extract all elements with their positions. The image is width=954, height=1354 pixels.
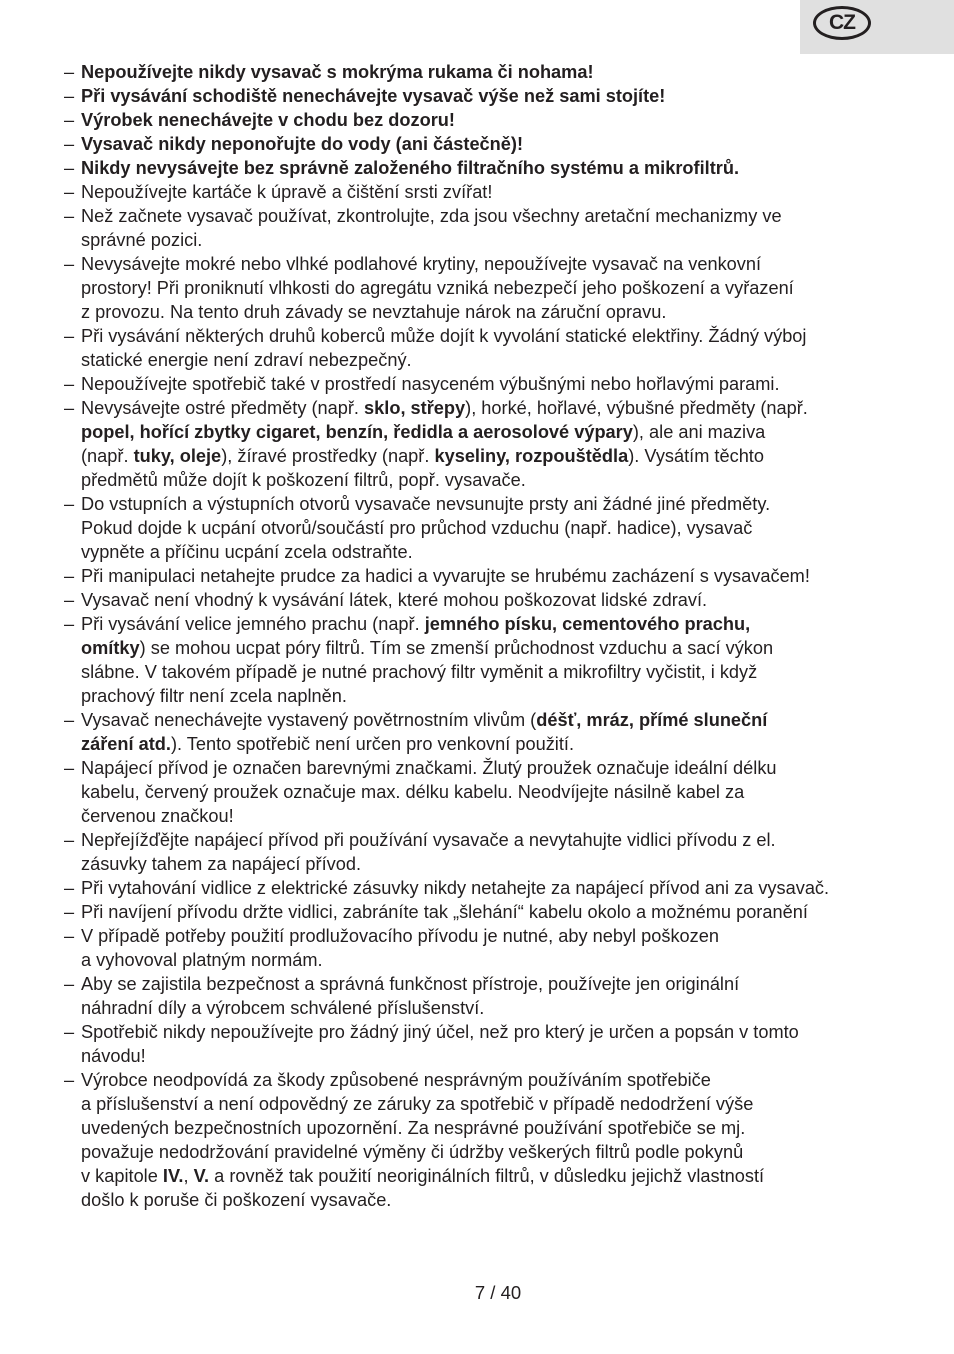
- dash-bullet: –: [64, 206, 75, 226]
- text-segment: návodu!: [81, 1046, 146, 1066]
- text-line: [81, 948, 914, 972]
- list-item: [64, 1068, 914, 1212]
- text-segment: Pokud dojde k ucpání otvorů/součástí pro průchod vzduchu (např. hadice), vysavač: [81, 518, 753, 538]
- text-line: [81, 300, 914, 324]
- list-item-text: [81, 1020, 914, 1068]
- list-item: [64, 204, 914, 252]
- list-item: [64, 108, 914, 132]
- page-total: 40: [500, 1282, 522, 1303]
- list-item: [64, 564, 914, 588]
- dash-bullet: –: [64, 878, 75, 898]
- dash-bullet: –: [64, 62, 75, 82]
- list-item-text: [81, 492, 914, 564]
- text-line: [81, 132, 914, 156]
- text-segment: červenou značkou!: [81, 806, 234, 826]
- text-segment: ). Vysátím těchto: [628, 446, 764, 466]
- bold-text: tuky, oleje: [133, 446, 222, 466]
- text-line: [81, 348, 914, 372]
- text-segment: Při vysávání velice jemného prachu (např.: [81, 614, 425, 634]
- text-segment: ,: [183, 1166, 194, 1186]
- text-line: [81, 660, 914, 684]
- text-segment: prachový filtr není zcela naplněn.: [81, 686, 347, 706]
- dash-bullet: –: [64, 830, 75, 850]
- bold-text: IV.: [162, 1166, 184, 1186]
- text-line: [81, 1020, 914, 1044]
- text-segment: Vysavač není vhodný k vysávání látek, které mohou poškozovat lidské zdraví.: [81, 590, 708, 610]
- text-segment: Spotřebič nikdy nepoužívejte pro žádný jiný účel, než pro který je určen a popsán v tomto: [81, 1022, 799, 1042]
- text-segment: náhradní díly a výrobcem schválené příslušenství.: [81, 998, 485, 1018]
- bold-text: sklo, střepy: [364, 398, 466, 418]
- text-segment: V případě potřeby použití prodlužovacího přívodu je nutné, aby nebyl poškozen: [81, 926, 719, 946]
- dash-bullet: –: [64, 758, 75, 778]
- text-line: [81, 612, 914, 636]
- list-item: [64, 1020, 914, 1068]
- list-item: [64, 900, 914, 924]
- list-item: [64, 828, 914, 876]
- text-segment: Při vysávání některých druhů koberců může dojít k vyvolání statické elektřiny. Žádný výboj: [81, 326, 807, 346]
- text-segment: považuje nedodržování pravidelné výměny či údržby veškerých filtrů podle pokynů: [81, 1142, 744, 1162]
- text-line: [81, 540, 914, 564]
- dash-bullet: –: [64, 566, 75, 586]
- text-line: [81, 444, 914, 468]
- text-segment: ) se mohou ucpat póry filtrů. Tím se zmenší průchodnost vzduchu a sací výkon: [139, 638, 774, 658]
- text-line: [81, 84, 914, 108]
- list-item-text: [81, 900, 914, 924]
- text-line: [81, 516, 914, 540]
- text-line: [81, 564, 914, 588]
- list-item-text: [81, 324, 914, 372]
- text-segment: ), žíravé prostředky (např.: [221, 446, 435, 466]
- text-segment: Nepřejížďějte napájecí přívod při používání vysavače a nevytahujte vidlici přívodu z el.: [81, 830, 776, 850]
- dash-bullet: –: [64, 398, 75, 418]
- bold-text: Nepoužívejte nikdy vysavač s mokrýma rukama či nohama!: [81, 62, 594, 82]
- list-item: [64, 324, 914, 372]
- text-line: [81, 924, 914, 948]
- bold-text: jemného písku, cementového prachu,: [424, 614, 751, 634]
- list-item: [64, 756, 914, 828]
- dash-bullet: –: [64, 158, 75, 178]
- list-item: [64, 60, 914, 84]
- safety-instructions-list: [64, 60, 914, 1212]
- dash-bullet: –: [64, 374, 75, 394]
- bold-text: Vysavač nikdy neponořujte do vody (ani částečně)!: [81, 134, 524, 154]
- dash-bullet: –: [64, 254, 75, 274]
- list-item-text: [81, 132, 914, 156]
- text-line: [81, 324, 914, 348]
- text-segment: ), horké, hořlavé, výbušné předměty (např.: [465, 398, 808, 418]
- text-segment: Aby se zajistila bezpečnost a správná funkčnost přístroje, používejte jen originální: [81, 974, 740, 994]
- list-item: [64, 372, 914, 396]
- dash-bullet: –: [64, 974, 75, 994]
- list-item-text: [81, 612, 914, 708]
- dash-bullet: –: [64, 134, 75, 154]
- dash-bullet: –: [64, 1070, 75, 1090]
- text-segment: uvedených bezpečnostních upozornění. Za nesprávné používání spotřebiče se mj.: [81, 1118, 746, 1138]
- list-item: [64, 972, 914, 1020]
- list-item-text: [81, 588, 914, 612]
- list-item: [64, 708, 914, 756]
- dash-bullet: –: [64, 926, 75, 946]
- language-badge: CZ: [813, 6, 871, 40]
- list-item-text: [81, 1068, 914, 1212]
- text-segment: Při navíjení přívodu držte vidlici, zabráníte tak „šlehání“ kabelu okolo a možnému poranění: [81, 902, 808, 922]
- bold-text: omítky: [81, 638, 140, 658]
- text-line: [81, 684, 914, 708]
- bold-text: Výrobek nenechávejte v chodu bez dozoru!: [81, 110, 455, 130]
- bold-text: Při vysávání schodiště nenechávejte vysavač výše než sami stojíte!: [81, 86, 666, 106]
- text-line: [81, 228, 914, 252]
- bold-text: V.: [193, 1166, 210, 1186]
- text-segment: prostory! Při proniknutí vlhkosti do agregátu vzniká nebezpečí jeho poškození a vyřazení: [81, 278, 794, 298]
- text-segment: a vyhovoval platným normám.: [81, 950, 323, 970]
- list-item: [64, 132, 914, 156]
- text-segment: Nevysávejte ostré předměty (např.: [81, 398, 365, 418]
- text-segment: Nepoužívejte spotřebič také v prostředí nasyceném výbušnými nebo hořlavými parami.: [81, 374, 780, 394]
- text-line: [81, 996, 914, 1020]
- list-item-text: [81, 252, 914, 324]
- list-item-text: [81, 876, 914, 900]
- list-item: [64, 924, 914, 972]
- text-segment: a příslušenství a není odpovědný ze záruky za spotřebič v případě nedodržení výše: [81, 1094, 754, 1114]
- text-line: [81, 372, 914, 396]
- text-line: [81, 1116, 914, 1140]
- dash-bullet: –: [64, 110, 75, 130]
- text-segment: Výrobce neodpovídá za škody způsobené nesprávným používáním spotřebiče: [81, 1070, 711, 1090]
- page-footer: [0, 1282, 954, 1304]
- list-item-text: [81, 156, 914, 180]
- text-line: [81, 276, 914, 300]
- list-item-text: [81, 564, 914, 588]
- bold-text: kyseliny, rozpouštědla: [434, 446, 629, 466]
- text-segment: slábne. V takovém případě je nutné prachový filtr vyměnit a mikrofiltry vyčistit, i když: [81, 662, 758, 682]
- text-segment: Při vytahování vidlice z elektrické zásuvky nikdy netahejte za napájecí přívod ani za vysavač.: [81, 878, 830, 898]
- text-segment: a rovněž tak použití neoriginálních filtrů, v důsledku jejichž vlastností: [209, 1166, 765, 1186]
- text-line: [81, 1140, 914, 1164]
- dash-bullet: –: [64, 710, 75, 730]
- text-segment: předmětů může dojít k poškození filtrů, popř. vysavače.: [81, 470, 526, 490]
- text-segment: (např.: [81, 446, 134, 466]
- text-line: [81, 1164, 914, 1188]
- dash-bullet: –: [64, 494, 75, 514]
- text-line: [81, 732, 914, 756]
- text-line: [81, 1188, 914, 1212]
- text-segment: Napájecí přívod je označen barevnými značkami. Žlutý proužek označuje ideální délku: [81, 758, 777, 778]
- list-item-text: [81, 924, 914, 972]
- text-line: [81, 204, 914, 228]
- text-line: [81, 804, 914, 828]
- dash-bullet: –: [64, 86, 75, 106]
- text-line: [81, 492, 914, 516]
- list-item-text: [81, 828, 914, 876]
- text-segment: Při manipulaci netahejte prudce za hadici a vyvarujte se hrubému zacházení s vysavačem!: [81, 566, 810, 586]
- text-line: [81, 876, 914, 900]
- page-number: 7: [474, 1282, 486, 1303]
- list-item-text: [81, 60, 914, 84]
- text-line: [81, 156, 914, 180]
- text-line: [81, 1068, 914, 1092]
- text-segment: vypněte a příčinu ucpání zcela odstraňte.: [81, 542, 413, 562]
- text-segment: z provozu. Na tento druh závady se nevztahuje nárok na záruční opravu.: [81, 302, 667, 322]
- list-item: [64, 180, 914, 204]
- dash-bullet: –: [64, 326, 75, 346]
- text-segment: Nevysávejte mokré nebo vlhké podlahové krytiny, nepoužívejte vysavač na venkovní: [81, 254, 762, 274]
- list-item-text: [81, 108, 914, 132]
- text-line: [81, 852, 914, 876]
- bold-text: déšť, mráz, přímé sluneční: [536, 710, 768, 730]
- text-line: [81, 252, 914, 276]
- list-item: [64, 612, 914, 708]
- bold-text: záření atd.: [81, 734, 171, 754]
- text-line: [81, 1092, 914, 1116]
- list-item: [64, 876, 914, 900]
- text-line: [81, 972, 914, 996]
- list-item-text: [81, 756, 914, 828]
- list-item: [64, 588, 914, 612]
- list-item: [64, 84, 914, 108]
- text-line: [81, 588, 914, 612]
- text-segment: Vysavač nenechávejte vystavený povětrnostním vlivům (: [81, 710, 537, 730]
- text-line: [81, 780, 914, 804]
- text-line: [81, 1044, 914, 1068]
- dash-bullet: –: [64, 590, 75, 610]
- text-segment: v kapitole: [81, 1166, 163, 1186]
- dash-bullet: –: [64, 1022, 75, 1042]
- text-segment: statické energie není zdraví nebezpečný.: [81, 350, 412, 370]
- list-item-text: [81, 204, 914, 252]
- text-line: [81, 636, 914, 660]
- dash-bullet: –: [64, 614, 75, 634]
- text-line: [81, 60, 914, 84]
- text-segment: došlo k poruše či poškození vysavače.: [81, 1190, 392, 1210]
- list-item-text: [81, 84, 914, 108]
- text-line: [81, 756, 914, 780]
- list-item-text: [81, 396, 914, 492]
- text-segment: kabelu, červený proužek označuje max. délku kabelu. Neodvíjejte násilně kabel za: [81, 782, 745, 802]
- text-segment: ), ale ani maziva: [632, 422, 766, 442]
- text-line: [81, 900, 914, 924]
- list-item-text: [81, 180, 914, 204]
- dash-bullet: –: [64, 902, 75, 922]
- text-line: [81, 468, 914, 492]
- text-segment: Do vstupních a výstupních otvorů vysavače nevsunujte prsty ani žádné jiné předměty.: [81, 494, 771, 514]
- text-segment: zásuvky tahem za napájecí přívod.: [81, 854, 362, 874]
- list-item: [64, 252, 914, 324]
- text-segment: Nepoužívejte kartáče k úpravě a čištění srsti zvířat!: [81, 182, 493, 202]
- list-item-text: [81, 972, 914, 1020]
- list-item-text: [81, 708, 914, 756]
- list-item-text: [81, 372, 914, 396]
- bold-text: popel, hořící zbytky cigaret, benzín, ředidla a aerosolové výpary: [81, 422, 633, 442]
- list-item: [64, 396, 914, 492]
- text-line: [81, 708, 914, 732]
- bold-text: Nikdy nevysávejte bez správně založeného filtračního systému a mikrofiltrů.: [81, 158, 740, 178]
- text-line: [81, 108, 914, 132]
- language-tab: [800, 0, 954, 54]
- list-item: [64, 156, 914, 180]
- text-segment: ). Tento spotřebič není určen pro venkovní použití.: [170, 734, 575, 754]
- page-separator: /: [490, 1282, 496, 1303]
- text-segment: Než začnete vysavač používat, zkontrolujte, zda jsou všechny aretační mechanizmy ve: [81, 206, 782, 226]
- list-item: [64, 492, 914, 564]
- text-segment: správné pozici.: [81, 230, 203, 250]
- dash-bullet: –: [64, 182, 75, 202]
- text-line: [81, 420, 914, 444]
- text-line: [81, 828, 914, 852]
- text-line: [81, 180, 914, 204]
- text-line: [81, 396, 914, 420]
